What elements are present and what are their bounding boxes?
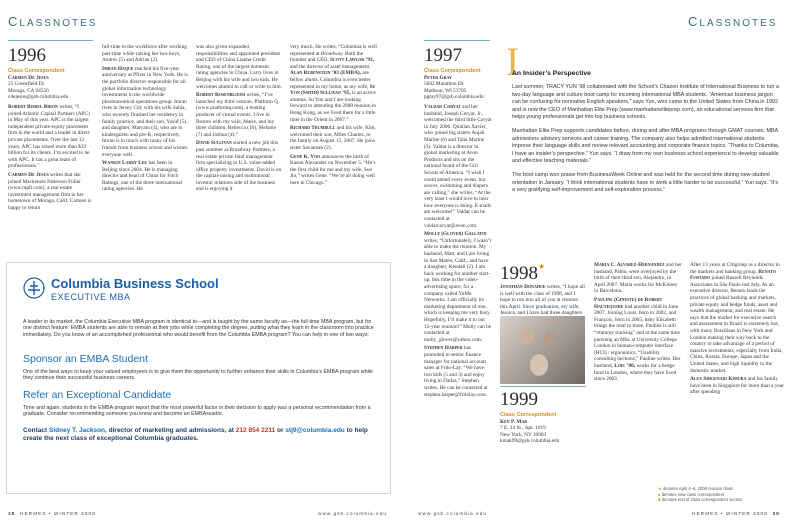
star-icon: ★ — [658, 486, 662, 491]
insider-title: An Insider’s Perspective — [512, 70, 591, 77]
insider-p1: Last summer, TRACY YUN ’98 collaborated with the School’s Chazen Institute of International Business to run a two-day language and culture boot camp for incoming international MBA students. “American business jargon can be confusing for nonnative English speakers,” says Yun, who came to the United States from China in 1992 and is now the CEO of Manhattan Elite Prep (www.manhattaneliteprep.com), an educational services firm that helps young professionals get into top business schools. — [512, 84, 779, 121]
email-link[interactable]: stj9@columbia.edu — [285, 427, 345, 434]
drop-cap: I — [506, 39, 520, 84]
col1: 1996 Class Correspondent Carmen De Jesus 25 Greenfield Dr. Moraga, CA 94556 cdejesus@gsb.columbia.edu Robert Bisrel Biron writes, “I joined Atlantic Capital Partners (APC) in May of this year. APC is the largest independent private-equity placement firm in the world and a leader in direct private placements. Over the last 12 years, APC has raised more than $33 billion for its clients. I’m excited to be with APC. It has a great team of professionals.” Carmen De Jesus writes that she joined Mackenzie Patterson Fuller (www.mpfi.com), a real estate investment management firm in her hometown of Moraga, Calif. Carmen is happy to return — [8, 45, 92, 211]
left-section-header: CLASSNOTES — [8, 14, 98, 29]
col7: Maria C. Alvarez-Hernandez and her husband, Pablo, were overjoyed by the birth of their third son, Alejandro, in April 2007. Maria works for McKinsey in Barcelona. Pauline (Gineste) de Robert Hautequere had another child in June 2007. Joining Louis, born in 2002, and François, born in 2005, baby Elisabeth brings the total to three. Pauline is still “mummy tracking” and at the same time pursuing an MSc at University College London in human-computer interface (HCI) / ergonomics. “Usability consulting beckons,” Pauline writes. Her husband, Loic ’00, works for a hedge fund in London, where they have lived since 2003. — [594, 262, 682, 383]
year-1999: 1999 — [500, 389, 538, 410]
col8: After 13 years at Citigroup as a director in the markets and banking group, Renato Furtado joined Russell Reynolds Associates in São Paulo last July. As an executive director, Renato leads the practices of global banking and markets, private equity and hedge funds, asset and wealth management, and real estate. He says that the market for executive search and assessment in Brazil is extremely hot, with many Brazilians in New York and London making their way back to the country to take advantage of a period of massive investments, especially from India, China, Russia, Europe, Japan and the United States, and high liquidity in the domestic market. Alex Shigenari Kimura and his family have been in Singapore for more than a year after spending — [690, 262, 784, 396]
ad-intro: A leader in its market, the Columbia Executive MBA program is identical to—and is taught by the same faculty as—the full-time MBA program, but for one distinct feature: EMBA students are able to remain at their jobs while completing the degree, putting what they learn in the classroom into practice immediately. Do you know of an accomplished professional who would benefit from the Columbia EMBA program? You can help in one of two ways: — [23, 319, 374, 338]
class-correspondent-label: Class Correspondent — [8, 68, 65, 74]
reunion-star-icon: ★ — [538, 262, 546, 271]
insider-p3: The boot camp won praise from BusinessWeek Online and was held for the second time during new-student orientation in January. “I think international students have to work a little harder to be successful,” Yun says. “It’s a very gratifying self-improvement and self-exploration process.” — [512, 171, 779, 194]
year-1996: 1996 — [8, 45, 46, 66]
year-1998: 1998 — [500, 263, 538, 284]
family-photo — [500, 316, 585, 384]
col5: 1997 Class Correspondent Peter Gray 5042 Marathon Dr. Madison, WI 53705 pgray97@gsb.columbia.edu Valdar Coryat and her husband, Joseph Coryat, Jr., welcomed the third little Coryat in July 2006. Quinlan Xavier, who joined big sisters Anjali Marine (6) and Talia Marine (3). Valdar is a director in global marketing at Avon Products and sits on the national board of the Girl Scouts of America. “I wish I could attend every event, but soccer, swimming and diapers are calling,” she writes. “At the very least I would love to hear how everyone is doing. E-mails are welcome!” Valdar can be contacted at valdarcoryat@avon.com. Molly (Glover) Gallatin writes, “Unfortunately, I wasn’t able to make the reunion. My husband, Matt, and I are living in San Mateo, Calif., and have a daughter, Kendall (2). I am back working for another start-up, this time in the video-advertising space, for a company called YuMe Networks. I am officially its marketing department of one, which is keeping me very busy. Hopefully, I’ll make it to our 15-year reunion!” Molly can be contacted at molly_glover@yahoo.com. Stephen Harper has promoted to senior finance manager for national account sales at Frito-Lay. “We have two kids (5 and 3) and enjoy living in Dallas,” Stephen writes. He can be contacted at stephen.harper@fritolay.com. — [424, 45, 492, 398]
legend: ★ denotes April 4–6, 2008 reunion class ● denotes new class correspondent ■ denotes end of class correspondent section — [658, 486, 743, 503]
col3: was also given expanded responsibilities and appointed president and CEO of China Lianhe Credit Rating, one of the largest domestic rating agencies in China. Larry lives in Beijing with his wife and two kids. He welcomes alumni to call or write to him. Robert Rosenbloom writes, “I’ve launched my third venture, Platform Q (www.platformq.com), a leading producer of virtual events. I live in Boston with my wife, Marie, and my three children, Rebecca (10), Melanie (7) and Joshua (4).” David Sullivan started a new job this past summer at Broadway Partners, a real estate private fund management firm specializing in U.S. value-added office property investments. David is on the capital-raising and institutional investor relations side of the business and is enjoying it — [196, 44, 282, 193]
square-icon: ■ — [658, 497, 661, 503]
col6-bottom: 1999 Class Correspondent Ken P. Mak 7 E. 14 St., Apt. 1019 New York, NY 10003 kmak99@gsb.columbia.edu — [500, 386, 586, 504]
refer-heading: Refer an Exceptional Candidate — [23, 389, 172, 401]
footer-right: HERMES • WINTER 2008 39 — [692, 512, 780, 517]
sponsor-heading: Sponsor an EMBA Student — [23, 353, 148, 365]
insider-perspective-sidebar — [498, 40, 786, 265]
columbia-logo-icon — [23, 277, 45, 299]
year-1997: 1997 — [424, 45, 462, 66]
col6-top: 1998★ Jonathan Donahue writes, “I hope all is well with the class of 1998, and I hope to run into all of you at reunion this April. Since graduation, my wife, Jessica, and I have had three daughters — [500, 262, 585, 317]
email-link[interactable]: kmak99@gsb.columbia.edu — [500, 438, 560, 445]
insider-p2: Manhattan Elite Prep supports candidates before, during and after MBA programs through GMAT courses, MBA admissions advisory services and career training. The company also helps admitted international students improve their language skills and review relevant accounting and corporate finance topics. “Thanks to Columbia, I have an insider’s perspective,” Yun says. “I draw from my own business school experience to develop valuable and effective teaching materials.” — [512, 127, 780, 165]
email-link[interactable]: cdejesus@gsb.columbia.edu — [8, 94, 69, 101]
col1-top-rule — [8, 40, 93, 41]
sponsor-text: One of the best ways to keep your valued employees is to give them the opportunity to further enhance their skills in Columbia’s EMBA program while they continue their successful business careers. — [23, 369, 373, 382]
col2: full-time to the workforce after working part-time while raising her two boys, Andres (5) and Adrian (2). Imran Haque reached his five-year anniversary at Pfizer in New York. He is the portfolio director responsible for all global information technology investments in the worldwide pharmaceutical operations group. Imran lives in Jersey City with his wife Sabia, who recently finished her residency in family practice, and their son, Yusuf (5), and daughter, Maryam (4), who are in kindergarten and pre-K, respectively. Imran is in touch with many of his friends from business school and wishes everyone well. Wankin Larry Lee has been in Beijing since 2004. He is managing director and head of China for Fitch Ratings, one of the three international rating agencies. He — [102, 44, 188, 193]
refer-text: Time and again, students in the EMBA program report that the most powerful factor in their decision to apply was a personal recommendation from a graduate. Consider recommending someone you know and become an EMBAssador. — [23, 405, 371, 418]
contact-line: Contact Sidney T. Jackson, director of marketing and admissions, at 212 854 2211 or stj9@columbia.edu to help create the next class of exceptional Columbia graduates. — [23, 427, 368, 442]
phone-link[interactable]: 212 854 2211 — [235, 427, 276, 434]
emba-advertisement — [6, 262, 391, 494]
col4: very much. He writes, “Columbia is well represented at Broadway. Both the founder and CEO, Scott Lawlor ’93, and the director of asset management, Alan Rubenstein ’03 (EMBA), are fellow alums. Columbia is even better represented in my home, as my wife, Su Yon (Smith) Sullivan ’95, is an active alumna. Su Yon and I are looking forward to attending the 2008 reunion in Hong Kong, as we lived there for a little time in the Orient in 2007.” Richard Trumbull and his wife, Kim, welcomed their son, Miles Charles, to the family on August 15, 2007. He joins sister Savannah (2). Gene K. Yoo announces the birth of Kason Alexander on November 5. “He’s the first child for me and my wife, Soo Jin,” writes Gene. “We’re all doing well here in Chicago.” — [290, 44, 377, 186]
right-section-header: CLASSNOTES — [688, 14, 778, 29]
brand-subtitle: EXECUTIVE MBA — [51, 292, 131, 302]
brand-title: Columbia Business School — [51, 276, 219, 291]
footer-left-url: www.gsb.columbia.edu — [318, 512, 388, 517]
footer-right-url: www.gsb.columbia.edu — [418, 512, 488, 517]
footer-left: 38 HERMES • WINTER 2008 — [8, 512, 96, 517]
col5-top-rule — [424, 40, 490, 41]
email-link[interactable]: pgray97@gsb.columbia.edu — [424, 94, 484, 101]
bullet-icon: ● — [658, 491, 661, 497]
